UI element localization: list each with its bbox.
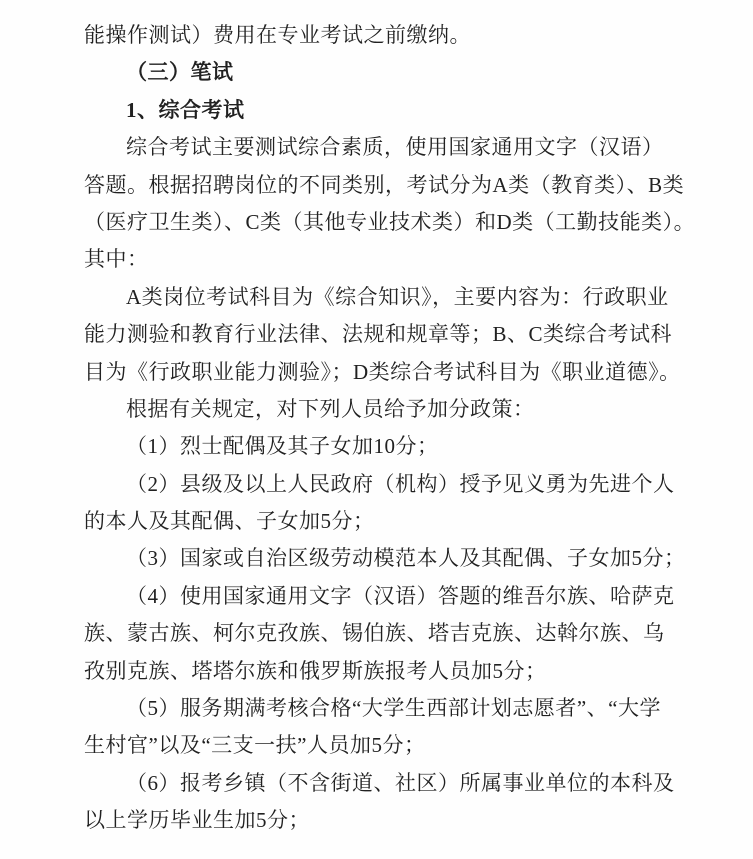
paragraph-exam-subjects-line-1: A类岗位考试科目为《综合知识》，主要内容为：行政职业 <box>126 284 669 309</box>
paragraph-exam-subjects-line-2: 能力测验和教育行业法律、法规和规章等；B、C类综合考试科 <box>84 322 673 347</box>
bonus-item-3-model-worker: （3）国家或自治区级劳动模范本人及其配偶、子女加5分； <box>126 546 686 571</box>
bonus-item-1-martyr-family: （1）烈士配偶及其子女加10分； <box>126 434 439 459</box>
paragraph-exam-overview-line-1: 综合考试主要测试综合素质，使用国家通用文字（汉语） <box>126 135 664 160</box>
paragraph-exam-subjects-line-3: 目为《行政职业能力测验》；D类综合考试科目为《职业道德》。 <box>84 359 681 384</box>
bonus-item-5-volunteers-line-1: （5）服务期满考核合格“大学生西部计划志愿者”、“大学 <box>126 696 661 721</box>
section-heading-written-test: （三）笔试 <box>126 60 234 85</box>
bonus-item-4-ethnic-groups-line-3: 孜别克族、塔塔尔族和俄罗斯族报考人员加5分； <box>84 658 547 683</box>
bonus-item-2-bravery-award-line-1: （2）县级及以上人民政府（机构）授予见义勇为先进个人 <box>126 471 675 496</box>
paragraph-exam-overview-line-2: 答题。根据招聘岗位的不同类别，考试分为A类（教育类）、B类 <box>84 172 685 197</box>
paragraph-fee-payment-continuation: 能操作测试）费用在专业考试之前缴纳。 <box>84 23 471 47</box>
paragraph-exam-overview-line-3: （医疗卫生类）、C类（其他专业技术类）和D类（工勤技能类）。 <box>84 209 696 234</box>
bonus-item-4-ethnic-groups-line-1: （4）使用国家通用文字（汉语）答题的维吾尔族、哈萨克 <box>126 583 675 608</box>
subsection-heading-comprehensive-exam: 1、综合考试 <box>126 97 245 122</box>
document-body <box>84 17 696 840</box>
paragraph-exam-overview-line-4: 其中： <box>84 247 149 272</box>
bonus-item-5-volunteers-line-2: 生村官”以及“三支一扶”人员加5分； <box>84 733 426 758</box>
bonus-item-6-township-grads-line-1: （6）报考乡镇（不含街道、社区）所属事业单位的本科及 <box>126 770 675 795</box>
bonus-item-4-ethnic-groups-line-2: 族、蒙古族、柯尔克孜族、锡伯族、塔吉克族、达斡尔族、乌 <box>84 621 665 646</box>
bonus-item-2-bravery-award-line-2: 的本人及其配偶、子女加5分； <box>84 509 375 534</box>
bonus-item-6-township-grads-line-2: 以上学历毕业生加5分； <box>84 808 310 833</box>
paragraph-bonus-policy-intro: 根据有关规定，对下列人员给予加分政策： <box>126 396 535 421</box>
